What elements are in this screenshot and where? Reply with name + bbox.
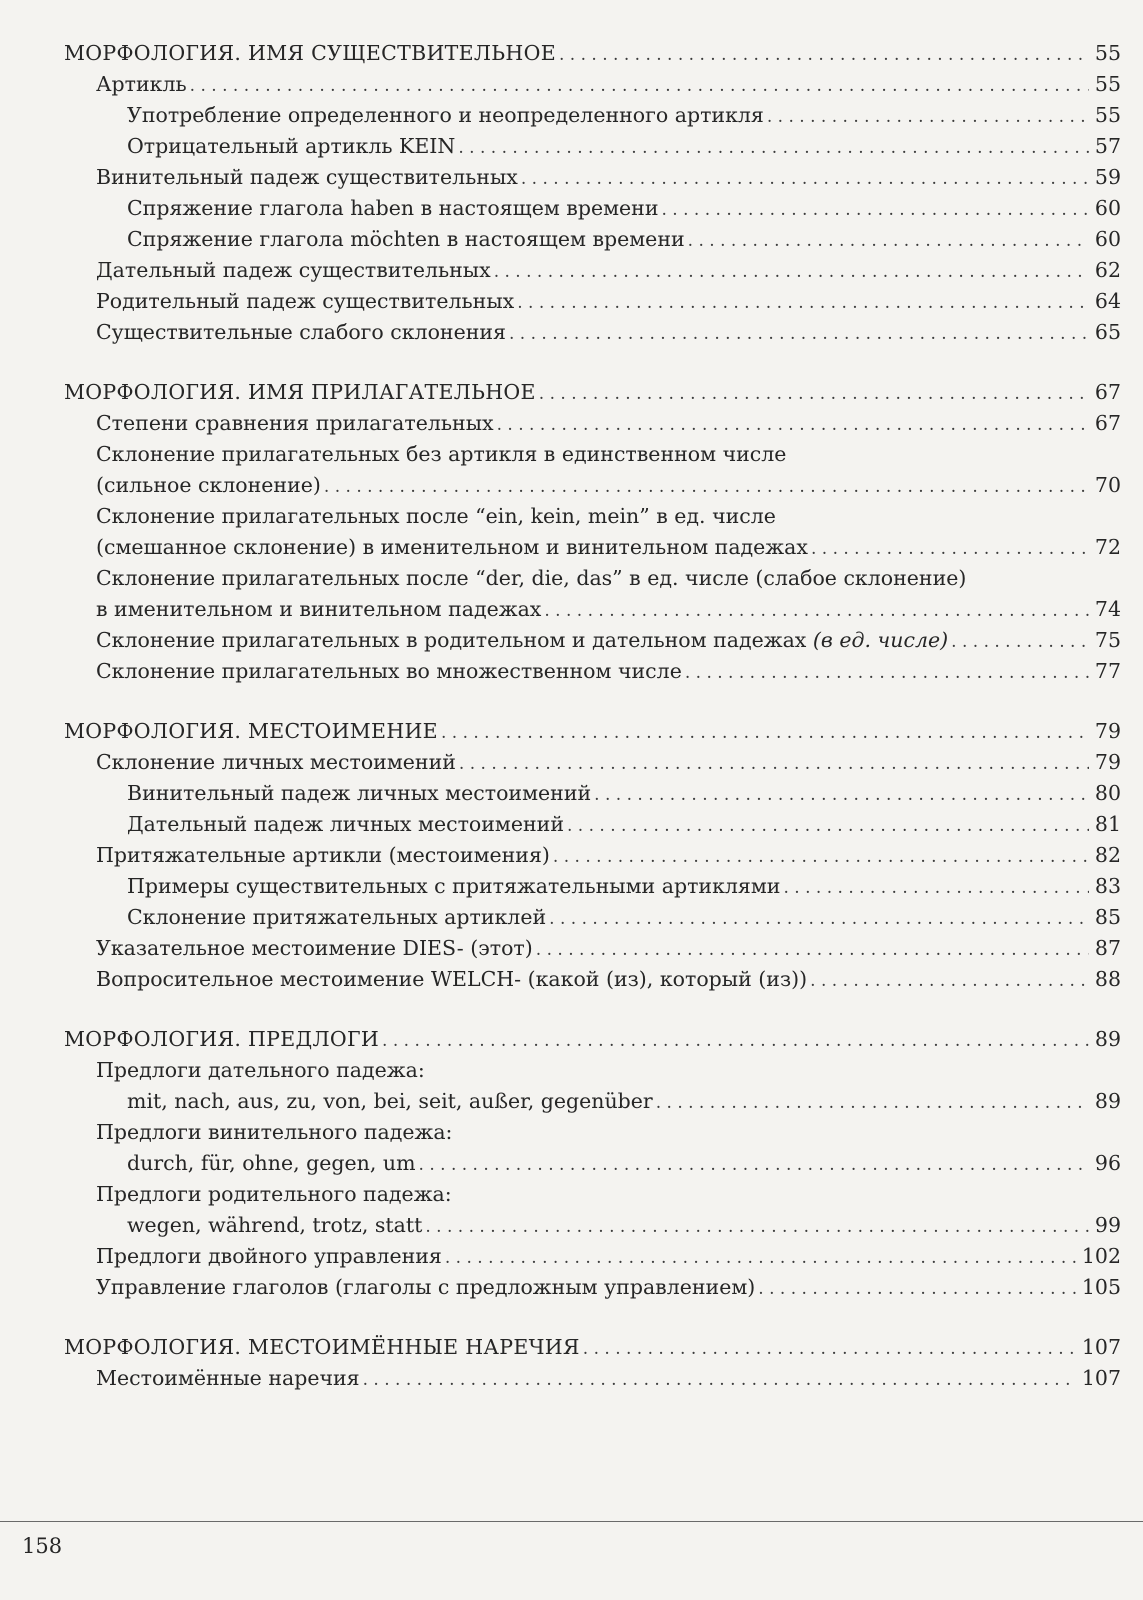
toc-entry-title: [127, 193, 659, 224]
toc-entry-text: Артикль: [96, 72, 187, 96]
dot-leader: [382, 1026, 1089, 1057]
toc-entry: [64, 778, 1121, 809]
toc-entry-text: Склонение прилагательных после “ein, kein, mein” в ед. числе: [96, 504, 776, 528]
toc-entry: [64, 69, 1121, 100]
toc-entry: [64, 964, 1121, 995]
toc-page-number: 62: [1094, 258, 1121, 282]
toc-entry-text: Предлоги двойного управления: [96, 1244, 442, 1268]
toc-entry: [64, 902, 1121, 933]
toc-entry-title: [96, 1055, 425, 1086]
dot-leader: [521, 164, 1089, 195]
toc-page-number: 82: [1094, 843, 1121, 867]
toc-entry-title: [96, 286, 514, 317]
toc-entry-text: (смешанное склонение) в именительном и винительном падежах: [96, 535, 808, 559]
toc-page-number: 80: [1094, 781, 1121, 805]
toc-entry-title: [96, 501, 776, 532]
toc-page-number: 81: [1094, 812, 1121, 836]
toc-page-number: 107: [1081, 1366, 1121, 1390]
dot-leader: [685, 658, 1089, 689]
toc-page-number: 88: [1094, 967, 1121, 991]
toc-entry-title: [127, 131, 455, 162]
toc-section-heading: [64, 716, 1121, 747]
toc-entry: [64, 1086, 1121, 1117]
toc-entry-text: Склонение прилагательных без артикля в единственном числе: [96, 442, 787, 466]
toc-page-number: 64: [1094, 289, 1121, 313]
toc-page-number: 99: [1094, 1213, 1121, 1237]
dot-leader: [494, 257, 1089, 288]
toc-section: [64, 377, 1121, 687]
toc-entry: [64, 286, 1121, 317]
toc-entry-title: [96, 933, 533, 964]
toc-entry-text: Существительные слабого склонения: [96, 320, 506, 344]
toc-section: [64, 1332, 1121, 1394]
dot-leader: [539, 379, 1089, 410]
toc-page-number: 59: [1094, 165, 1121, 189]
toc-page-number: 107: [1081, 1335, 1121, 1359]
toc-entry-title: [96, 1179, 452, 1210]
toc-entry-title: [96, 439, 786, 470]
toc-entry-title: [127, 809, 564, 840]
toc-entry-title: [96, 656, 682, 687]
toc-entry-title: [96, 1363, 360, 1394]
toc-entry: [64, 1210, 1121, 1241]
dot-leader: [783, 873, 1088, 904]
toc-entry-text: Склонение притяжательных артиклей: [127, 905, 547, 929]
toc-entry-title: [96, 747, 456, 778]
toc-entry-title: [96, 625, 948, 656]
toc-entry-title: [96, 69, 187, 100]
toc-entry-title: [96, 317, 506, 348]
dot-leader: [324, 472, 1089, 503]
toc-page-number: 67: [1094, 380, 1121, 404]
page-number: 158: [22, 1534, 63, 1558]
toc-entry-text: Примеры существительных с притяжательными артиклями: [127, 874, 781, 898]
toc-entry-text: МОРФОЛОГИЯ. ИМЯ ПРИЛАГАТЕЛЬНОЕ: [64, 380, 536, 404]
dot-leader: [951, 627, 1089, 658]
toc-page-number: 102: [1081, 1244, 1121, 1268]
toc-entry-text: Склонение прилагательных после “der, die, das” в ед. числе (слабое склонение): [96, 566, 967, 590]
toc-entry: [64, 100, 1121, 131]
toc-entry-text: Предлоги родительного падежа:: [96, 1182, 452, 1206]
toc-entry: [64, 470, 1121, 501]
dot-leader: [688, 226, 1089, 257]
toc-entry-title: [96, 964, 807, 995]
toc-entry-text: МОРФОЛОГИЯ. МЕСТОИМЕНИЕ: [64, 719, 438, 743]
dot-leader: [517, 288, 1089, 319]
dot-leader: [767, 102, 1089, 133]
toc-entry-title: [127, 778, 591, 809]
toc-entry-title: [96, 563, 966, 594]
toc-entry-title: [127, 871, 780, 902]
toc-entry: [64, 317, 1121, 348]
toc-entry: [64, 594, 1121, 625]
toc-page-number: 75: [1094, 628, 1121, 652]
dot-leader: [445, 1243, 1076, 1274]
toc-entry-text: (сильное склонение): [96, 473, 321, 497]
toc-entry: [64, 1148, 1121, 1179]
toc-entry-title: [96, 408, 494, 439]
toc-entry-text: МОРФОЛОГИЯ. МЕСТОИМЁННЫЕ НАРЕЧИЯ: [64, 1335, 580, 1359]
toc-entry: [64, 162, 1121, 193]
toc-page-number: 57: [1094, 134, 1121, 158]
toc-entry-title: [127, 1210, 422, 1241]
toc-entry-text: Дательный падеж существительных: [96, 258, 491, 282]
dot-leader: [441, 718, 1089, 749]
dot-leader: [594, 780, 1089, 811]
toc-entry: [64, 871, 1121, 902]
toc-entry-text: Местоимённые наречия: [96, 1366, 360, 1390]
toc-entry: [64, 131, 1121, 162]
toc-page-number: 89: [1094, 1089, 1121, 1113]
toc-section-heading: [64, 1332, 1121, 1363]
toc-entry-text: Вопросительное местоимение WELCH- (какой (из), который (из)): [96, 967, 808, 991]
toc-page-number: 70: [1094, 473, 1121, 497]
dot-leader: [567, 811, 1089, 842]
toc-entry: [64, 840, 1121, 871]
toc-page-number: 85: [1094, 905, 1121, 929]
toc-section-heading: [64, 377, 1121, 408]
toc-entry: [64, 933, 1121, 964]
toc-entry: [64, 1117, 1121, 1148]
toc-entry-note: (в ед. числе): [812, 628, 949, 652]
toc-entry-title: [96, 1241, 442, 1272]
toc-entry-title: [64, 38, 556, 69]
toc-entry-text: wegen, während, trotz, statt: [127, 1213, 423, 1237]
toc-entry: [64, 563, 1121, 594]
toc-entry-text: Управление глаголов (глаголы с предложным управлением): [96, 1275, 756, 1299]
toc-entry-text: Спряжение глагола möchten в настоящем времени: [127, 227, 685, 251]
toc-entry-title: [64, 1024, 379, 1055]
dot-leader: [190, 71, 1089, 102]
toc-entry-title: [96, 1117, 452, 1148]
toc-entry-text: Предлоги дательного падежа:: [96, 1058, 425, 1082]
toc-entry-text: mit, nach, aus, zu, von, bei, seit, außer, gegenüber: [127, 1089, 653, 1113]
dot-leader: [497, 410, 1089, 441]
dot-leader: [419, 1150, 1089, 1181]
toc-entry-text: Склонение прилагательных во множественном числе: [96, 659, 682, 683]
toc-entry-title: [127, 1148, 416, 1179]
toc-entry-text: Степени сравнения прилагательных: [96, 411, 494, 435]
toc-page-number: 55: [1094, 72, 1121, 96]
toc-page-number: 89: [1094, 1027, 1121, 1051]
toc-entry-text: в именительном и винительном падежах: [96, 597, 542, 621]
toc-entry-text: МОРФОЛОГИЯ. ИМЯ СУЩЕСТВИТЕЛЬНОЕ: [64, 41, 556, 65]
toc-entry-title: [96, 840, 550, 871]
dot-leader: [559, 40, 1089, 71]
dot-leader: [544, 596, 1089, 627]
dot-leader: [425, 1212, 1089, 1243]
toc-entry: [64, 1272, 1121, 1303]
toc-entry: [64, 625, 1121, 656]
toc-entry: [64, 1179, 1121, 1210]
toc-entry: [64, 1363, 1121, 1394]
toc-entry: [64, 656, 1121, 687]
toc-entry-title: [96, 255, 491, 286]
toc-entry-text: Склонение личных местоимений: [96, 750, 456, 774]
toc-entry-title: [96, 470, 321, 501]
toc-page-number: 65: [1094, 320, 1121, 344]
toc-page-number: 60: [1094, 196, 1121, 220]
toc-entry-title: [96, 594, 541, 625]
toc-section: [64, 716, 1121, 995]
footer-rule: [0, 1521, 1143, 1522]
toc-entry-title: [96, 1272, 755, 1303]
dot-leader: [656, 1088, 1089, 1119]
toc-section: [64, 38, 1121, 348]
toc-page-number: 79: [1094, 750, 1121, 774]
toc-page-number: 83: [1094, 874, 1121, 898]
dot-leader: [458, 133, 1089, 164]
toc-entry: [64, 532, 1121, 563]
toc-entry-text: Употребление определенного и неопределенного артикля: [127, 103, 764, 127]
toc-entry: [64, 1055, 1121, 1086]
toc-entry-title: [64, 1332, 580, 1363]
toc-entry-title: [96, 162, 518, 193]
toc-page-number: 105: [1081, 1275, 1121, 1299]
dot-leader: [536, 935, 1089, 966]
toc-entry-title: [64, 377, 536, 408]
toc-entry: [64, 1241, 1121, 1272]
toc-section-heading: [64, 38, 1121, 69]
toc-entry-text: Склонение прилагательных в родительном и дательном падежах: [96, 628, 807, 652]
toc-entry: [64, 439, 1121, 470]
toc-entry-text: Винительный падеж существительных: [96, 165, 518, 189]
toc-page-number: 67: [1094, 411, 1121, 435]
toc-page-number: 55: [1094, 103, 1121, 127]
toc-page-number: 72: [1094, 535, 1121, 559]
toc-entry: [64, 501, 1121, 532]
dot-leader: [509, 319, 1089, 350]
toc-entry-text: Указательное местоимение DIES- (этот): [96, 936, 533, 960]
toc-entry-title: [127, 100, 764, 131]
toc-entry-text: Винительный падеж личных местоимений: [127, 781, 592, 805]
toc-section: [64, 1024, 1121, 1303]
dot-leader: [662, 195, 1089, 226]
toc-section-heading: [64, 1024, 1121, 1055]
toc-entry-text: Притяжательные артикли (местоимения): [96, 843, 550, 867]
toc-entry-text: durch, für, ohne, gegen, um: [127, 1151, 416, 1175]
toc-page-number: 55: [1094, 41, 1121, 65]
dot-leader: [459, 749, 1089, 780]
toc-page-number: 79: [1094, 719, 1121, 743]
dot-leader: [811, 534, 1089, 565]
toc-entry-text: Предлоги винительного падежа:: [96, 1120, 453, 1144]
toc-entry: [64, 408, 1121, 439]
table-of-contents: [64, 38, 1121, 1423]
toc-entry-title: [64, 716, 438, 747]
toc-entry-title: [127, 224, 685, 255]
dot-leader: [553, 842, 1089, 873]
dot-leader: [810, 966, 1089, 997]
toc-entry: [64, 747, 1121, 778]
toc-page-number: 77: [1094, 659, 1121, 683]
toc-page-number: 74: [1094, 597, 1121, 621]
toc-page-number: 60: [1094, 227, 1121, 251]
toc-entry: [64, 809, 1121, 840]
toc-page-number: 87: [1094, 936, 1121, 960]
dot-leader: [758, 1274, 1076, 1305]
toc-entry: [64, 224, 1121, 255]
toc-page-number: 96: [1094, 1151, 1121, 1175]
toc-entry-text: Отрицательный артикль KEIN: [127, 134, 456, 158]
toc-entry-text: Спряжение глагола haben в настоящем времени: [127, 196, 659, 220]
toc-entry-text: Дательный падеж личных местоимений: [127, 812, 564, 836]
toc-entry-title: [127, 902, 546, 933]
toc-entry: [64, 193, 1121, 224]
toc-entry-text: Родительный падеж существительных: [96, 289, 515, 313]
toc-entry: [64, 255, 1121, 286]
toc-entry-title: [127, 1086, 653, 1117]
toc-entry-text: МОРФОЛОГИЯ. ПРЕДЛОГИ: [64, 1027, 380, 1051]
toc-entry-title: [96, 532, 808, 563]
dot-leader: [549, 904, 1089, 935]
dot-leader: [583, 1334, 1076, 1365]
dot-leader: [363, 1365, 1076, 1396]
